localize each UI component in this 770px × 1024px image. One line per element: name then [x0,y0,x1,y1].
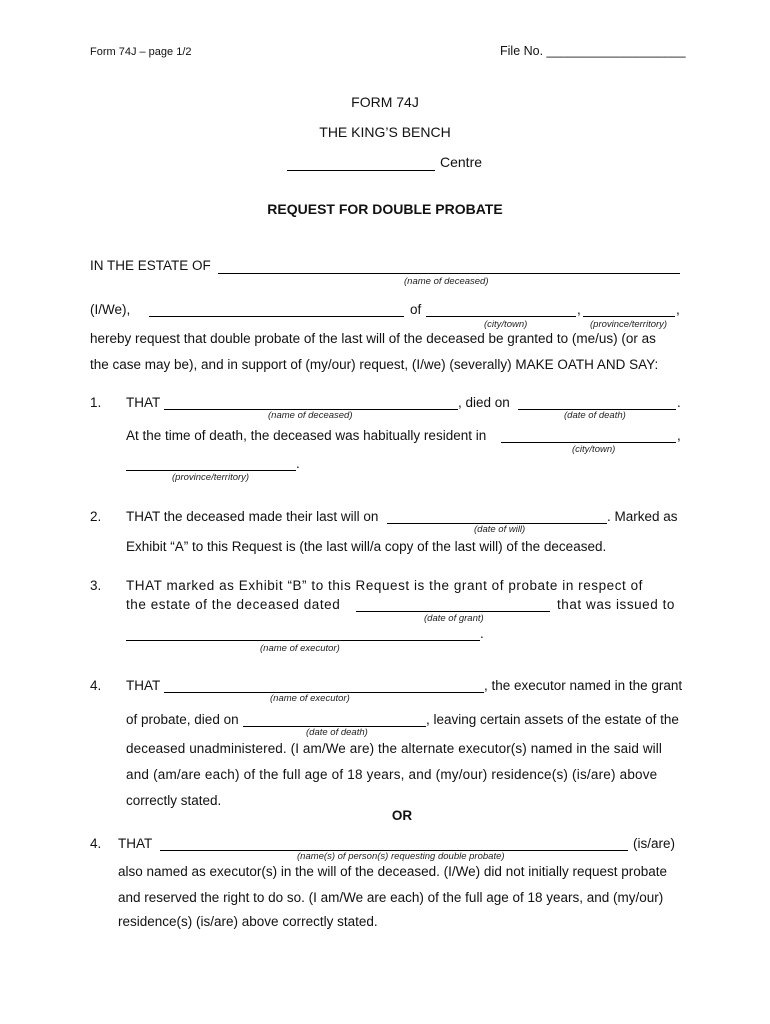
paragraph-4b-line-4: residence(s) (is/are) above correctly stated. [118,914,378,929]
p3-executor-line[interactable] [126,640,480,641]
p3-period: . [480,626,484,641]
form-number: FORM 74J [351,94,419,110]
paragraph-3-line-2b: that was issued to [557,597,675,612]
leaving-text: , leaving certain assets of the estate of the [426,712,679,727]
paragraph-2-text: THAT the deceased made their last will on [126,509,379,524]
p4a-executor-caption: (name of executor) [270,693,350,704]
estate-label: IN THE ESTATE OF [90,258,211,273]
page-label: Form 74J – page 1/2 [90,46,192,58]
applicant-city-line[interactable] [426,316,576,317]
p1-city-line[interactable] [501,442,676,443]
paragraph-4a-number: 4. [90,678,102,693]
of-label: of [410,302,422,317]
paragraph-2-line-2: Exhibit “A” to this Request is (the last will/a copy of the last will) of the deceased. [126,539,607,554]
centre-label: Centre [440,154,483,170]
or-separator: OR [391,808,413,823]
p1-city-caption: (city/town) [572,444,616,455]
paragraph-4b-number: 4. [90,836,102,851]
p1-province-caption: (province/territory) [172,472,250,483]
p2-will-caption: (date of will) [474,524,526,535]
probate-died-text: of probate, died on [126,712,239,727]
p1-period-2: . [296,456,300,471]
p1-death-caption: (date of death) [564,410,626,421]
paragraph-3-line-2a: the estate of the deceased dated [126,597,341,612]
p1-deceased-caption: (name of deceased) [268,410,353,421]
p3-executor-caption: (name of executor) [260,643,340,654]
paragraph-4a-line-4: and (am/are each) of the full age of 18 years, and (my/our) residence(s) (is/are) above [126,767,658,782]
p3-grant-caption: (date of grant) [424,613,484,624]
marked-as-text: . Marked as [607,509,678,524]
paragraph-4b-line-3: and reserved the right to do so. (I am/We are each) of the full age of 18 years, and (my/our) [118,890,664,905]
paragraph-2-number: 2. [90,509,102,524]
applicant-label: (I/We), [90,302,131,317]
p1-province-line[interactable] [126,470,296,471]
resident-text: At the time of death, the deceased was habitually resident in [126,428,487,443]
paragraph-1-number: 1. [90,395,102,410]
paragraph-1-that: THAT [126,395,161,410]
request-text-line-2: the case may be), and in support of (my/our) request, (I/we) (severally) MAKE OATH AND SAY: [90,357,659,372]
paragraph-4b-that: THAT [118,836,153,851]
deceased-name-line[interactable] [218,273,680,274]
centre-line[interactable] [287,170,435,171]
comma-2: , [676,302,680,317]
paragraph-4a-line-5: correctly stated. [126,793,222,808]
died-on-label: , died on [458,395,510,410]
province-caption: (province/territory) [590,319,668,330]
isare-text: (is/are) [633,836,676,851]
paragraph-3-line-1: THAT marked as Exhibit “B” to this Request is the grant of probate in respect of [126,578,643,593]
p1-period: . [677,395,681,410]
paragraph-4a-that: THAT [126,678,161,693]
applicant-province-line[interactable] [583,316,675,317]
p1-comma: , [677,428,681,443]
executor-named-text: , the executor named in the grant [484,678,683,693]
file-number: File No. ____________________ [500,44,686,58]
request-text-line-1: hereby request that double probate of the last will of the deceased be granted to (me/us) (or as [90,331,656,346]
document-heading: REQUEST FOR DOUBLE PROBATE [267,201,503,217]
paragraph-4a-line-3: deceased unadministered. (I am/We are) the alternate executor(s) named in the said will [126,741,662,756]
comma-1: , [577,302,581,317]
paragraph-3-number: 3. [90,578,102,593]
city-caption: (city/town) [484,319,528,330]
court-name: THE KING’S BENCH [319,124,451,140]
applicant-name-line[interactable] [149,316,404,317]
p4b-persons-caption: (name(s) of person(s) requesting double probate) [297,851,505,862]
p3-grant-date-line[interactable] [356,611,550,612]
p4a-death-caption: (date of death) [306,727,368,738]
deceased-name-caption: (name of deceased) [404,276,489,287]
paragraph-4b-line-2: also named as executor(s) in the will of the deceased. (I/We) did not initially request probate [118,864,668,879]
